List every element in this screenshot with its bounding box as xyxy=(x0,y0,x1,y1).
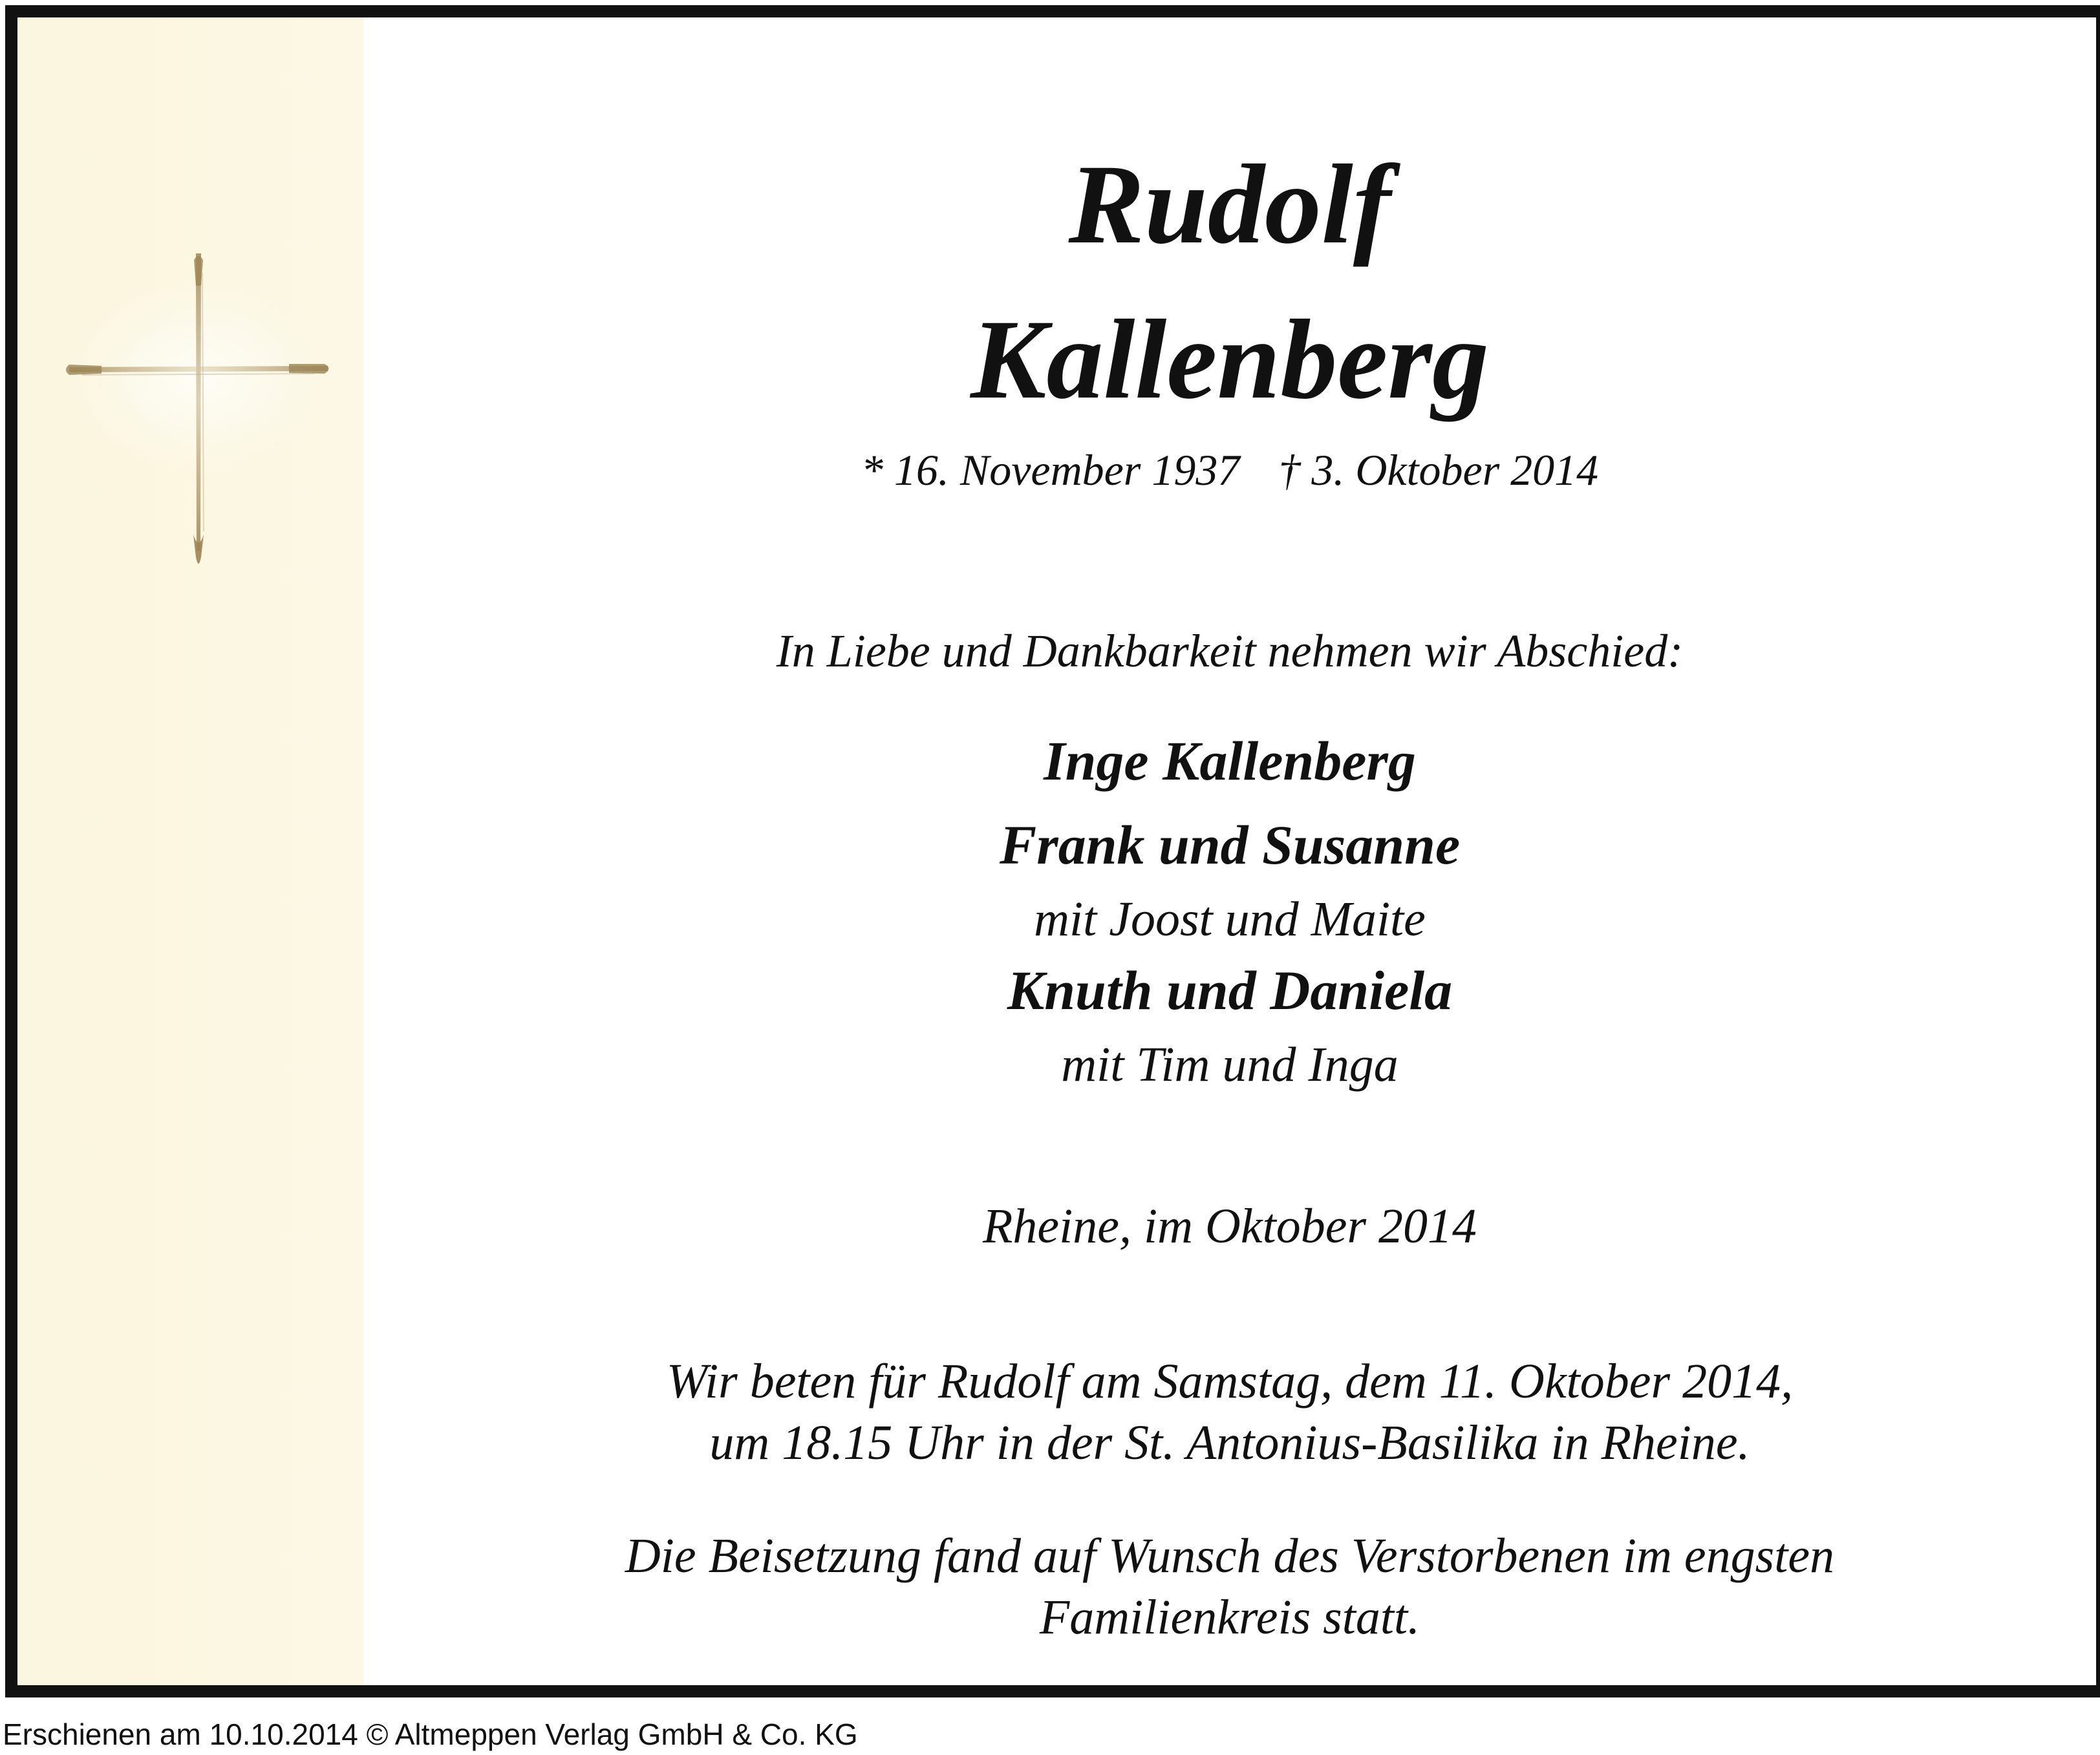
mourner-children: mit Joost und Maite xyxy=(1034,892,1426,946)
service-line: um 18.15 Uhr in der St. Antonius-Basilika in Rheine. xyxy=(709,1416,1750,1470)
burial-line: Die Beisetzung fand auf Wunsch des Verstorbenen im engsten xyxy=(625,1529,1835,1583)
death-date: † 3. Oktober 2014 xyxy=(1278,445,1599,495)
place-date: Rheine, im Oktober 2014 xyxy=(982,1199,1477,1253)
obituary-notice xyxy=(5,5,2100,1697)
publication-credit: Erschienen am 10.10.2014 © Altmeppen Verlag GmbH & Co. KG xyxy=(3,1718,858,1751)
mourner-name: Knuth und Daniela xyxy=(1007,959,1453,1021)
decorative-sidebar xyxy=(17,17,363,1685)
deceased-last-name: Kallenberg xyxy=(970,297,1489,423)
service-line: Wir beten für Rudolf am Samstag, dem 11. Oktober 2014, xyxy=(666,1354,1794,1409)
farewell-text: In Liebe und Dankbarkeit nehmen wir Abschied: xyxy=(776,625,1684,677)
burial-line: Familienkreis statt. xyxy=(1039,1590,1420,1644)
cross-icon xyxy=(56,247,341,583)
deceased-first-name: Rudolf xyxy=(1068,142,1391,268)
birth-date: * 16. November 1937 xyxy=(861,445,1240,495)
notice-content xyxy=(363,17,2096,1685)
life-dates xyxy=(363,441,2096,499)
mourner-name: Frank und Susanne xyxy=(999,814,1461,876)
mourner-children: mit Tim und Inga xyxy=(1061,1037,1398,1092)
mourner-name: Inge Kallenberg xyxy=(1044,730,1416,792)
